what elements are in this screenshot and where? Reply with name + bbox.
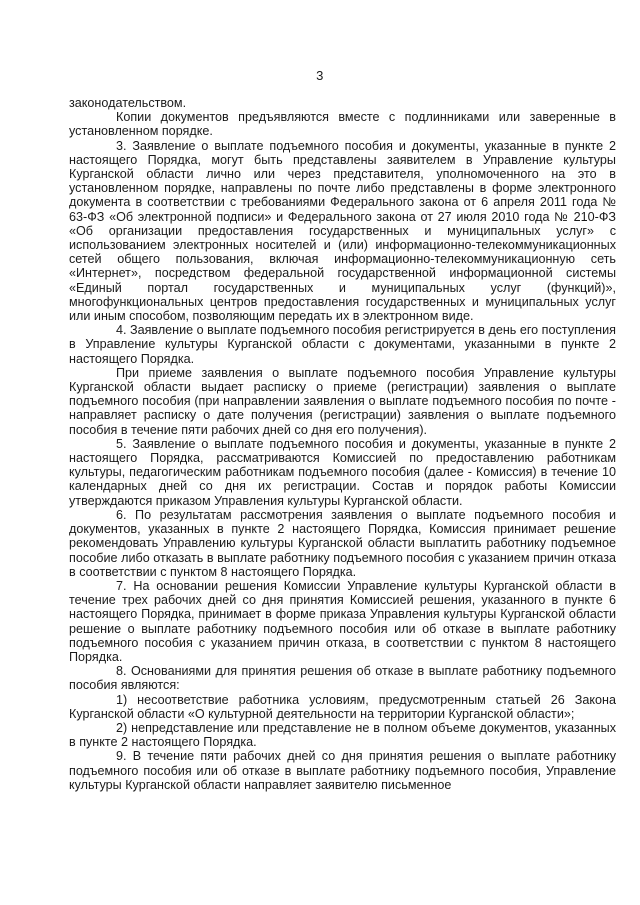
paragraph-subitem-2: 2) непредставление или представление не в полном объеме документов, указанных в пункте 2 настоящего Порядка. (69, 720, 616, 750)
paragraph-continuation: законодательством. (69, 96, 187, 110)
paragraph-item-8: 8. Основаниями для принятия решения об отказе в выплате работнику подъемного пособия являются: (69, 664, 616, 693)
paragraph-item-4: 4. Заявление о выплате подъемного пособия регистрируется в день его поступления в Управление культуры Курганской области с документами, указанными в пункте 2 настоящего Порядка. (69, 323, 616, 366)
paragraph-copies: Копии документов предъявляются вместе с подлинниками или заверенные в установленном порядке. (69, 110, 616, 139)
document-body (69, 96, 616, 792)
paragraph-item-7: 7. На основании решения Комиссии Управление культуры Курганской области в течение трех рабочих дней со дня принятия Комиссией решения, указанного в пункте 6 настоящего Порядка, принимает в форме приказа Управления культуры Курганской области решение о выплате работнику подъемного пособия или об отказе в выплате работнику подъемного пособия с указанием причин отказа, в соответствии с пунктом 8 настоящего Порядка. (69, 578, 616, 664)
paragraph-item-5: 5. Заявление о выплате подъемного пособия и документы, указанные в пункте 2 настоящего Порядка, рассматриваются Комиссией по предоставлению работникам культуры, педагогическим работникам подъемного пособия (далее - Комиссия) в течение 10 календарных дней со дня их регистрации. Состав и порядок работы Комиссии утверждаются приказом Управления культуры Курганской области. (69, 436, 616, 508)
paragraph-subitem-1: 1) несоответствие работника условиям, предусмотренным статьей 26 Закона Курганской области «О культурной деятельности на территории Курганской области»; (69, 692, 616, 721)
paragraph-item-3: 3. Заявление о выплате подъемного пособия и документы, указанные в пункте 2 настоящего Порядка, могут быть представлены заявителем в Управление культуры Курганской области лично или через представителя, уполномоченного на это в установленном порядке, направлены по почте либо представлены в форме электронного документа в соответствии с требованиями Федерального закона от 6 апреля 2011 года № 63-ФЗ «Об электронной подписи» и Федерального закона от 27 июля 2010 года № 210-ФЗ «Об организации предоставления государственных и муниципальных услуг» с использованием электронных носителей и (или) информационно-телекоммуникационных сетей общего пользования, включая информационно-телекоммуникационную сеть «Интернет», посредством федеральной государственной информационной системы «Единый портал государственных и муниципальных услуг (функций)», многофункциональных центров предоставления государственных и муниципальных услуг или иным способом, позволяющим передать их в электронном виде. (69, 138, 616, 324)
paragraph-item-9: 9. В течение пяти рабочих дней со дня принятия решения о выплате работнику подъемного пособия или об отказе в выплате работнику подъемного пособия, Управление культуры Курганской области направляет заявителю письменное (69, 749, 616, 792)
paragraph-item-6: 6. По результатам рассмотрения заявления о выплате подъемного пособия и документов, указанных в пункте 2 настоящего Порядка, Комиссия принимает решение рекомендовать Управлению культуры Курганской области выплатить работнику подъемное пособие либо отказать в выплате работнику подъемного пособия с указанием причин отказа в соответствии с пунктом 8 настоящего Порядка. (69, 507, 616, 579)
paragraph-receipt: При приеме заявления о выплате подъемного пособия Управление культуры Курганской области выдает расписку о приеме (регистрации) заявления о выплате подъемного пособия (при направлении заявления о выплате подъемного пособия по почте - направляет расписку о дате получения (регистрации) заявления о выплате подъемного пособия в течение пяти рабочих дней со дня его получения). (69, 365, 616, 437)
page-number: 3 (316, 68, 324, 83)
